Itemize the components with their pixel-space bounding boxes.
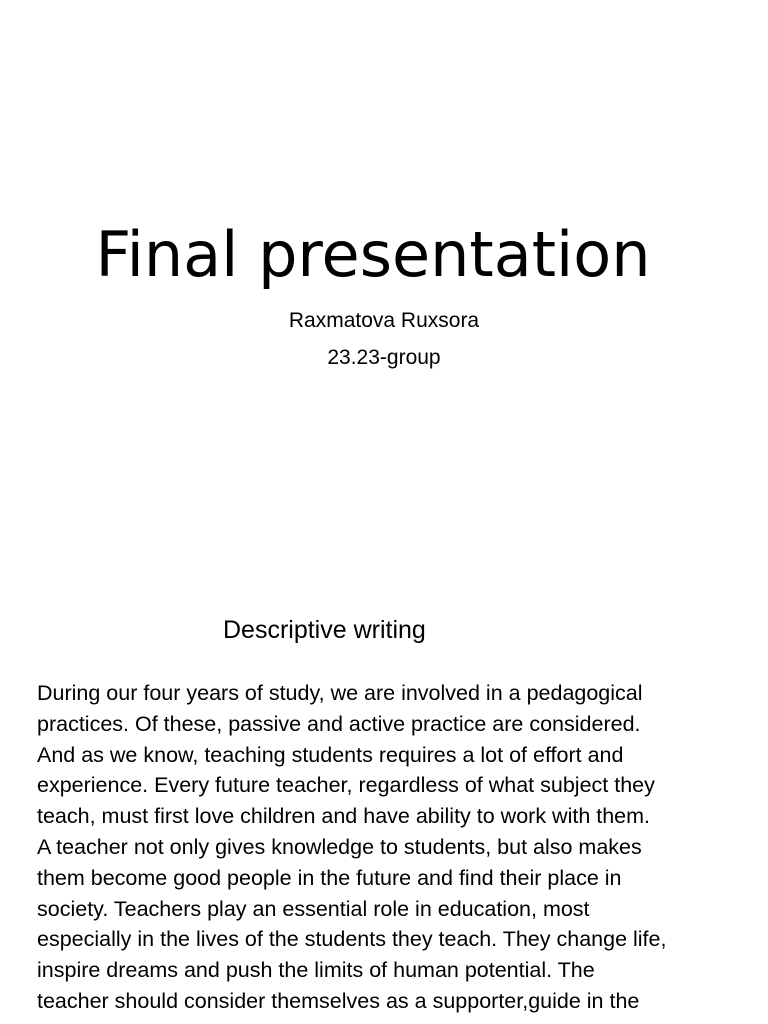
body-line: experience. Every future teacher, regardless of what subject they	[37, 773, 655, 798]
body-line: A teacher not only gives knowledge to students, but also makes	[37, 834, 642, 859]
group-label: 23.23-group	[327, 346, 441, 369]
page-title: Final presentation	[95, 218, 651, 291]
body-line: practices. Of these, passive and active practice are considered.	[37, 711, 641, 736]
author-name: Raxmatova Ruxsora	[288, 309, 480, 332]
body-line: society. Teachers play an essential role in education, most	[37, 896, 590, 921]
body-line: During our four years of study, we are involved in a pedagogical	[37, 681, 643, 705]
body-line: them become good people in the future and find their place in	[37, 865, 622, 890]
body-paragraph	[37, 678, 743, 1017]
body-line: teach, must first love children and have ability to work with them.	[37, 804, 651, 829]
body-line: And as we know, teaching students requires a lot of effort and	[37, 742, 624, 767]
body-line: teacher should consider themselves as a supporter,guide in the	[37, 988, 640, 1013]
section-heading: Descriptive writing	[223, 616, 426, 644]
body-line: especially in the lives of the students they teach. They change life,	[37, 927, 667, 952]
body-line: inspire dreams and push the limits of human potential. The	[37, 958, 595, 983]
